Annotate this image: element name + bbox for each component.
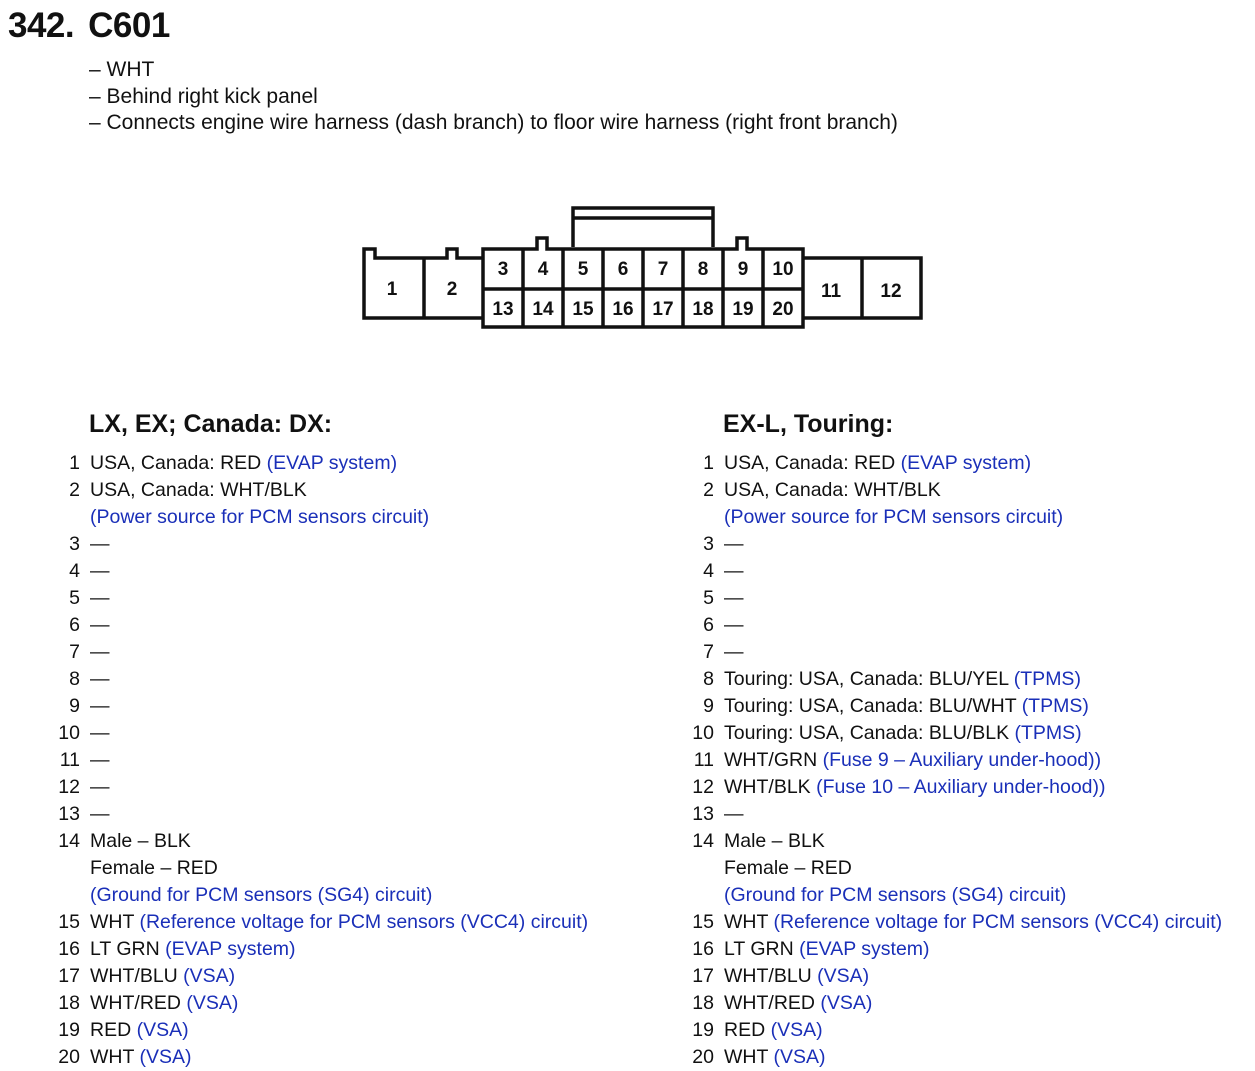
connector-id: C601 xyxy=(88,6,170,45)
pin-line xyxy=(90,774,658,801)
pin-entry xyxy=(58,774,658,801)
pin-number: 16 xyxy=(692,938,714,960)
pin-entry xyxy=(58,801,658,828)
pin-entry xyxy=(692,450,1255,477)
wire-info: — xyxy=(90,776,110,798)
pin-number: 16 xyxy=(58,938,80,960)
circuit-description: (VSA) xyxy=(820,992,873,1014)
section-number: 342. xyxy=(8,6,75,45)
pin-line xyxy=(724,504,1255,531)
circuit-description: (Fuse 9 – Auxiliary under-hood)) xyxy=(822,749,1102,771)
wire-info: WHT xyxy=(90,1046,135,1068)
circuit-description: (Reference voltage for PCM sensors (VCC4) circuit) xyxy=(139,911,589,933)
wire-info: RED xyxy=(90,1019,132,1041)
wire-info: — xyxy=(90,614,110,636)
pin-number: 3 xyxy=(69,533,80,555)
pin-line xyxy=(724,747,1255,774)
pin-number: 10 xyxy=(58,722,80,744)
pin-entry xyxy=(692,801,1255,828)
pin-line xyxy=(724,801,1255,828)
wire-info: — xyxy=(90,560,110,582)
pin-entry xyxy=(58,693,658,720)
circuit-description: (VSA) xyxy=(770,1019,823,1041)
pin-entry xyxy=(58,828,658,909)
pin-line xyxy=(90,720,658,747)
pin-entry xyxy=(692,774,1255,801)
pin-line xyxy=(724,612,1255,639)
connector-pin-label: 2 xyxy=(446,279,458,300)
wire-info: USA, Canada: WHT/BLK xyxy=(90,479,307,501)
pin-entry xyxy=(692,477,1255,531)
pin-number: 17 xyxy=(58,965,80,987)
pin-line xyxy=(90,693,658,720)
wire-info: WHT/BLU xyxy=(724,965,812,987)
pin-number: 13 xyxy=(692,803,714,825)
circuit-description: (EVAP system) xyxy=(266,452,398,474)
pin-line xyxy=(724,720,1255,747)
circuit-description: (Power source for PCM sensors circuit) xyxy=(724,506,1064,528)
pin-line xyxy=(90,558,658,585)
wire-info: WHT/GRN xyxy=(724,749,818,771)
connector-location: – Behind right kick panel xyxy=(89,84,318,108)
pin-number: 14 xyxy=(692,830,714,852)
pin-entry xyxy=(58,531,658,558)
pin-number: 12 xyxy=(692,776,714,798)
connector-connects: – Connects engine wire harness (dash branch) to floor wire harness (right front branch) xyxy=(89,111,898,134)
pin-number: 5 xyxy=(69,587,80,609)
connector-pin-label: 1 xyxy=(386,279,398,300)
connector-pin-label: 13 xyxy=(492,299,514,320)
pin-line xyxy=(90,477,658,504)
pin-number: 1 xyxy=(703,452,714,474)
pin-entry xyxy=(692,909,1255,936)
wire-info: USA, Canada: RED xyxy=(724,452,896,474)
pin-entry xyxy=(692,1017,1255,1044)
wire-info: — xyxy=(90,722,110,744)
wire-info: — xyxy=(90,749,110,771)
pin-entry xyxy=(692,693,1255,720)
pin-entry xyxy=(692,936,1255,963)
circuit-description: (VSA) xyxy=(183,965,236,987)
pin-number: 2 xyxy=(703,479,714,501)
connector-pin-label: 17 xyxy=(652,299,674,320)
circuit-description: (Power source for PCM sensors circuit) xyxy=(90,506,430,528)
pin-line xyxy=(90,1044,658,1071)
wire-info: — xyxy=(724,614,744,636)
wire-info: — xyxy=(90,668,110,690)
pin-number: 3 xyxy=(703,533,714,555)
pin-list-exl xyxy=(692,450,1255,1071)
pin-number: 11 xyxy=(59,749,80,771)
pin-entry xyxy=(58,963,658,990)
pin-entry xyxy=(58,990,658,1017)
connector-pin-label: 14 xyxy=(532,299,554,320)
pin-line xyxy=(90,666,658,693)
pin-number: 20 xyxy=(692,1046,714,1068)
pin-entry xyxy=(58,747,658,774)
pin-line xyxy=(90,450,658,477)
connector-color: – WHT xyxy=(89,58,155,81)
circuit-description: (TPMS) xyxy=(1013,668,1081,690)
wire-info: — xyxy=(90,533,110,555)
connector-pin-label: 3 xyxy=(497,259,509,280)
pin-line xyxy=(724,882,1255,909)
connector-pin-label: 8 xyxy=(697,259,709,280)
pin-line xyxy=(724,558,1255,585)
pin-line xyxy=(90,639,658,666)
wire-info: — xyxy=(724,641,744,663)
connector-pin-label: 11 xyxy=(820,281,842,302)
pin-entry xyxy=(692,612,1255,639)
pin-line xyxy=(724,909,1255,936)
pin-entry xyxy=(692,639,1255,666)
wire-info: — xyxy=(90,803,110,825)
wire-info: — xyxy=(724,803,744,825)
pin-number: 4 xyxy=(69,560,80,582)
pin-number: 8 xyxy=(703,668,714,690)
wire-info: Touring: USA, Canada: BLU/WHT xyxy=(724,695,1017,717)
pin-number: 9 xyxy=(69,695,80,717)
connector-pin-label: 20 xyxy=(772,299,794,320)
wire-info: WHT/RED xyxy=(724,992,815,1014)
wire-info: — xyxy=(90,641,110,663)
pin-line xyxy=(90,585,658,612)
connector-pin-label: 19 xyxy=(732,299,754,320)
pin-number: 14 xyxy=(58,830,80,852)
pin-line xyxy=(90,936,658,963)
pin-line xyxy=(724,585,1255,612)
pin-entry xyxy=(58,1044,658,1071)
pin-line xyxy=(724,666,1255,693)
circuit-description: (TPMS) xyxy=(1021,695,1089,717)
pin-line xyxy=(724,693,1255,720)
pin-line xyxy=(724,990,1255,1017)
pin-entry xyxy=(58,720,658,747)
circuit-description: (TPMS) xyxy=(1014,722,1082,744)
pin-entry xyxy=(58,585,658,612)
pin-line xyxy=(724,639,1255,666)
pin-entry xyxy=(58,1017,658,1044)
pin-number: 18 xyxy=(692,992,714,1014)
connector-pin-label: 16 xyxy=(612,299,634,320)
pin-entry xyxy=(692,828,1255,909)
connector-pin-label: 4 xyxy=(537,259,549,280)
pin-line xyxy=(90,828,658,855)
pin-entry xyxy=(692,531,1255,558)
pin-number: 2 xyxy=(69,479,80,501)
pin-line xyxy=(724,855,1255,882)
wire-info: WHT/BLU xyxy=(90,965,178,987)
circuit-description: (Reference voltage for PCM sensors (VCC4) circuit) xyxy=(773,911,1223,933)
circuit-description: (EVAP system) xyxy=(900,452,1032,474)
pin-number: 13 xyxy=(58,803,80,825)
wire-info: LT GRN xyxy=(90,938,160,960)
pin-entry xyxy=(692,1044,1255,1071)
wire-info: WHT xyxy=(724,911,769,933)
connector-latch xyxy=(573,208,713,247)
pin-number: 19 xyxy=(58,1019,80,1041)
wire-info: — xyxy=(724,587,744,609)
pin-number: 4 xyxy=(703,560,714,582)
circuit-description: (VSA) xyxy=(773,1046,826,1068)
circuit-description: (Fuse 10 – Auxiliary under-hood)) xyxy=(816,776,1106,798)
wire-info: WHT/BLK xyxy=(724,776,811,798)
wire-info: USA, Canada: WHT/BLK xyxy=(724,479,941,501)
wire-info: USA, Canada: RED xyxy=(90,452,262,474)
circuit-description: (EVAP system) xyxy=(799,938,930,960)
pin-entry xyxy=(58,612,658,639)
pin-number: 10 xyxy=(692,722,714,744)
circuit-description: (VSA) xyxy=(186,992,239,1014)
pin-number: 18 xyxy=(58,992,80,1014)
variant-title-lx: LX, EX; Canada: DX: xyxy=(89,410,333,438)
pin-line xyxy=(724,963,1255,990)
pin-line xyxy=(724,1044,1255,1071)
pin-line xyxy=(90,801,658,828)
pin-number: 6 xyxy=(703,614,714,636)
pin-number: 1 xyxy=(69,452,80,474)
pin-number: 19 xyxy=(692,1019,714,1041)
pin-entry xyxy=(58,477,658,531)
connector-pin-label: 9 xyxy=(737,259,749,280)
pin-line xyxy=(90,531,658,558)
pin-entry xyxy=(692,990,1255,1017)
wire-info: Female – RED xyxy=(724,857,852,879)
pin-entry xyxy=(692,585,1255,612)
wire-info: WHT xyxy=(724,1046,769,1068)
pin-number: 9 xyxy=(703,695,714,717)
connector-pin-label: 18 xyxy=(692,299,714,320)
wire-info: — xyxy=(90,695,110,717)
circuit-description: (Ground for PCM sensors (SG4) circuit) xyxy=(724,884,1067,906)
pin-entry xyxy=(58,558,658,585)
pin-entry xyxy=(58,666,658,693)
pin-line xyxy=(90,990,658,1017)
pin-line xyxy=(90,612,658,639)
pin-line xyxy=(90,1017,658,1044)
pin-line xyxy=(724,450,1255,477)
wire-info: — xyxy=(724,533,744,555)
pin-line xyxy=(90,963,658,990)
wire-info: Touring: USA, Canada: BLU/YEL xyxy=(724,668,1009,690)
pin-entry xyxy=(692,747,1255,774)
wire-info: WHT/RED xyxy=(90,992,181,1014)
pin-entry xyxy=(692,720,1255,747)
pin-line xyxy=(724,531,1255,558)
pin-number: 20 xyxy=(58,1046,80,1068)
wire-info: WHT xyxy=(90,911,135,933)
pin-list-lx xyxy=(58,450,658,1071)
circuit-description: (VSA) xyxy=(136,1019,189,1041)
pin-line xyxy=(724,1017,1255,1044)
wire-info: — xyxy=(90,587,110,609)
pin-line xyxy=(724,936,1255,963)
pin-entry xyxy=(58,450,658,477)
wire-info: — xyxy=(724,560,744,582)
pin-number: 7 xyxy=(69,641,80,663)
wire-info: Male – BLK xyxy=(90,830,191,852)
pin-number: 15 xyxy=(58,911,80,933)
connector-pin-label: 15 xyxy=(572,299,594,320)
wire-info: Male – BLK xyxy=(724,830,825,852)
pin-number: 11 xyxy=(693,749,714,771)
wire-info: LT GRN xyxy=(724,938,794,960)
pin-number: 12 xyxy=(58,776,80,798)
connector-pin-label: 6 xyxy=(617,259,629,280)
pin-entry xyxy=(58,936,658,963)
connector-pin-label: 7 xyxy=(657,259,669,280)
wire-info: RED xyxy=(724,1019,766,1041)
pin-number: 7 xyxy=(703,641,714,663)
pin-line xyxy=(724,774,1255,801)
circuit-description: (VSA) xyxy=(139,1046,192,1068)
circuit-description: (VSA) xyxy=(817,965,870,987)
pin-line xyxy=(90,882,658,909)
pin-entry xyxy=(58,909,658,936)
pin-number: 8 xyxy=(69,668,80,690)
connector-pin-label: 12 xyxy=(880,281,902,302)
circuit-description: (EVAP system) xyxy=(165,938,296,960)
pin-line xyxy=(724,477,1255,504)
pin-line xyxy=(90,909,658,936)
pin-line xyxy=(90,855,658,882)
variant-title-exl: EX-L, Touring: xyxy=(723,410,894,438)
pin-line xyxy=(724,828,1255,855)
pin-number: 5 xyxy=(703,587,714,609)
wire-info: Female – RED xyxy=(90,857,218,879)
connector-pin-label: 5 xyxy=(577,259,589,280)
pin-entry xyxy=(692,963,1255,990)
pin-entry xyxy=(58,639,658,666)
pin-entry xyxy=(692,558,1255,585)
pin-number: 6 xyxy=(69,614,80,636)
pin-number: 17 xyxy=(692,965,714,987)
pin-line xyxy=(90,747,658,774)
connector-diagram xyxy=(0,0,1255,400)
wire-info: Touring: USA, Canada: BLU/BLK xyxy=(724,722,1010,744)
pin-entry xyxy=(692,666,1255,693)
pin-line xyxy=(90,504,658,531)
connector-pin-label: 10 xyxy=(772,259,794,280)
pin-number: 15 xyxy=(692,911,714,933)
circuit-description: (Ground for PCM sensors (SG4) circuit) xyxy=(90,884,433,906)
